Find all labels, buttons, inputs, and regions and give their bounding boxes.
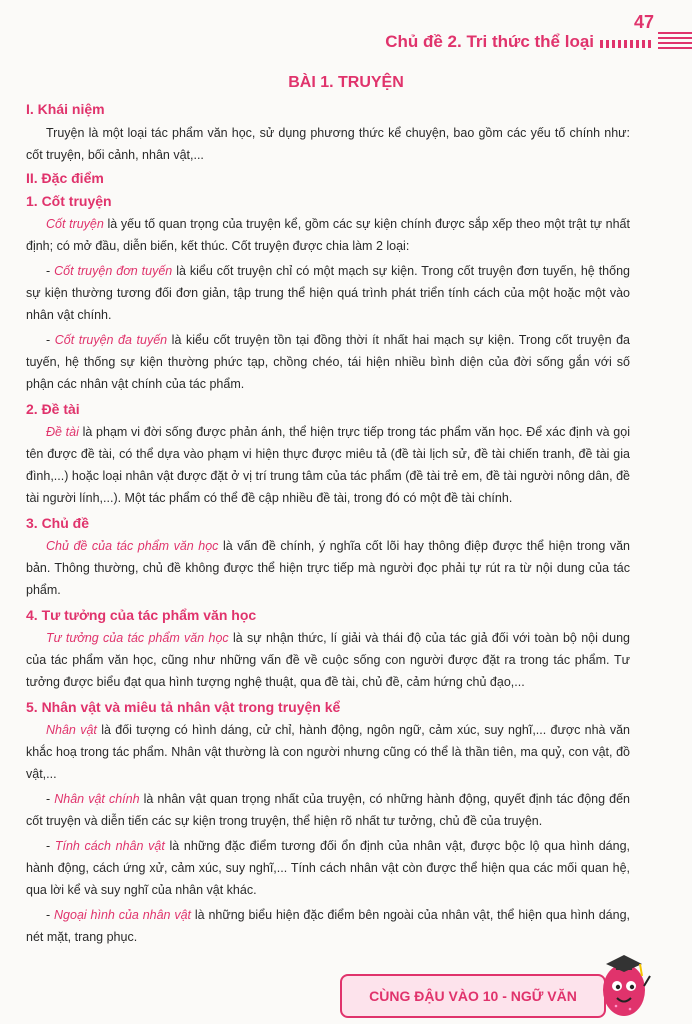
subheading-idea: 4. Tư tưởng của tác phẩm văn học xyxy=(26,607,257,623)
term-topic: Đề tài xyxy=(46,425,79,439)
bullet-dash: - xyxy=(46,333,55,347)
bean-mascot-icon xyxy=(590,946,654,1020)
plot-text: là yếu tố quan trọng của truyện kể, gồm các sự kiện chính được sắp xếp theo một trật tự nhất định; có mở đầu, diễn biến, kết thúc. Cốt truyện được chia làm 2 loại: xyxy=(26,217,630,253)
main-character-text: là nhân vật quan trọng nhất của truyện, có những hành động, quyết định tác động đến cốt truyện và diễn tiến các sự kiện trong truyện, thể hiện rõ nhất tư tưởng, chủ đề của truyện. xyxy=(26,792,631,828)
term-single-plot: Cốt truyện đơn tuyến xyxy=(54,264,173,278)
idea-text: là sự nhận thức, lí giải và thái độ của tác giả đối với toàn bộ nội dung của tác phẩm văn học, cũng như những vấn đề về cuộc sống con người được đặt ra trong tác phẩm. Tư tưởng được biểu đạt qua hình tượng nghệ thuật, qua đề tài, chủ đề, cảm hứng chủ đạo,... xyxy=(26,631,630,689)
multi-plot-paragraph xyxy=(26,329,630,395)
term-main-character: Nhân vật chính xyxy=(54,792,140,806)
topic-text: là phạm vi đời sống được phản ánh, thể hiện trực tiếp trong tác phẩm văn học. Để xác định và gọi tên được đề tài, có thể dựa vào phạm vi hiện thực được miêu tả (đề tài lịch sử, đề tài chiến tranh, đề tài gia đình,...) hoặc loại nhân vật được đặt ở vị trí trung tâm của tác phẩm (đề tài trẻ em, đề tài người nông dân, đề tài người lính,...). Một tác phẩm có thể đề cập nhiều đề tài, trong đó có một đề tài chính. xyxy=(26,425,630,505)
bullet-dash: - xyxy=(46,792,55,806)
theme-paragraph xyxy=(26,535,630,601)
main-character-paragraph xyxy=(26,788,630,832)
multi-plot-text: là kiểu cốt truyện tồn tại đồng thời ít nhất hai mạch sự kiện. Trong cốt truyện đa tuyến, hệ thống sự kiện thường phức tạp, chồng chéo, tái hiện nhiều bình diện của đời sống gắn với số phận các nhân vật chính của tác phẩm. xyxy=(26,333,630,391)
appearance-text: là những biểu hiện đặc điểm bên ngoài của nhân vật, thể hiện qua hình dáng, nét mặt, trang phục. xyxy=(26,908,630,944)
character-paragraph xyxy=(26,719,630,785)
single-plot-text: là kiểu cốt truyện chỉ có một mạch sự kiện. Trong cốt truyện đơn tuyến, hệ thống sự kiện thường tương đối đơn giản, tập trung thể hiện quá trình phát triển tính cách của một hoặc một vào nhân vật chính. xyxy=(26,264,630,322)
topic-paragraph xyxy=(26,421,630,509)
personality-paragraph xyxy=(26,835,630,901)
bullet-dash: - xyxy=(46,839,55,853)
footer-banner: CÙNG ĐẬU VÀO 10 - NGỮ VĂN xyxy=(340,974,606,1018)
section-heading-features: II. Đặc điểm xyxy=(26,170,104,186)
document-body xyxy=(26,98,630,951)
theme-text: là vấn đề chính, ý nghĩa cốt lõi hay thông điệp được thể hiện trong văn bản. Thông thường, chủ đề không được thể hiện trực tiếp mà người đọc phải tự rút ra từ nội dung của tác phẩm. xyxy=(26,539,630,597)
term-character: Nhân vật xyxy=(46,723,97,737)
personality-text: là những đặc điểm tương đối ổn định của nhân vật, được bộc lộ qua hình dáng, hành động, cách ứng xử, cảm xúc, suy nghĩ,... Tính cách nhân vật còn được thể hiện qua các mối quan hệ, qua lời kể và suy nghĩ của nhân vật khác. xyxy=(26,839,631,897)
subheading-plot: 1. Cốt truyện xyxy=(26,193,112,209)
bullet-dash: - xyxy=(46,264,55,278)
term-appearance: Ngoại hình của nhân vật xyxy=(54,908,192,922)
plot-paragraph xyxy=(26,213,630,257)
idea-paragraph xyxy=(26,627,630,693)
header-dots-decoration xyxy=(600,40,652,48)
term-theme: Chủ đề của tác phẩm văn học xyxy=(46,539,219,553)
term-personality: Tính cách nhân vật xyxy=(54,839,165,853)
character-text: là đối tượng có hình dáng, cử chỉ, hành động, ngôn ngữ, cảm xúc, suy nghĩ,... được nhà văn khắc hoạ trong tác phẩm. Nhân vật thường là con người nhưng cũng có thể là thần tiên, ma quỷ, con vật, đồ vật,... xyxy=(26,723,630,781)
page-number: 47 xyxy=(633,12,654,32)
lesson-title: BÀI 1. TRUYỆN xyxy=(288,74,404,91)
appearance-paragraph xyxy=(26,904,630,948)
header-stripe-decoration xyxy=(658,32,692,50)
subheading-character: 5. Nhân vật và miêu tả nhân vật trong truyện kể xyxy=(26,699,341,715)
term-idea: Tư tưởng của tác phẩm văn học xyxy=(46,631,229,645)
concept-paragraph: Truyện là một loại tác phẩm văn học, sử dụng phương thức kể chuyện, bao gồm các yếu tố chính như: cốt truyện, bối cảnh, nhân vật,... xyxy=(26,126,630,162)
subheading-theme: 3. Chủ đề xyxy=(26,515,90,531)
subheading-topic: 2. Đề tài xyxy=(26,401,80,417)
bullet-dash: - xyxy=(46,908,55,922)
term-plot: Cốt truyện xyxy=(46,217,104,231)
single-plot-paragraph xyxy=(26,260,630,326)
term-multi-plot: Cốt truyện đa tuyến xyxy=(54,333,168,347)
chapter-title: Chủ đề 2. Tri thức thể loại xyxy=(385,32,594,51)
section-heading-concept: I. Khái niệm xyxy=(26,101,105,117)
